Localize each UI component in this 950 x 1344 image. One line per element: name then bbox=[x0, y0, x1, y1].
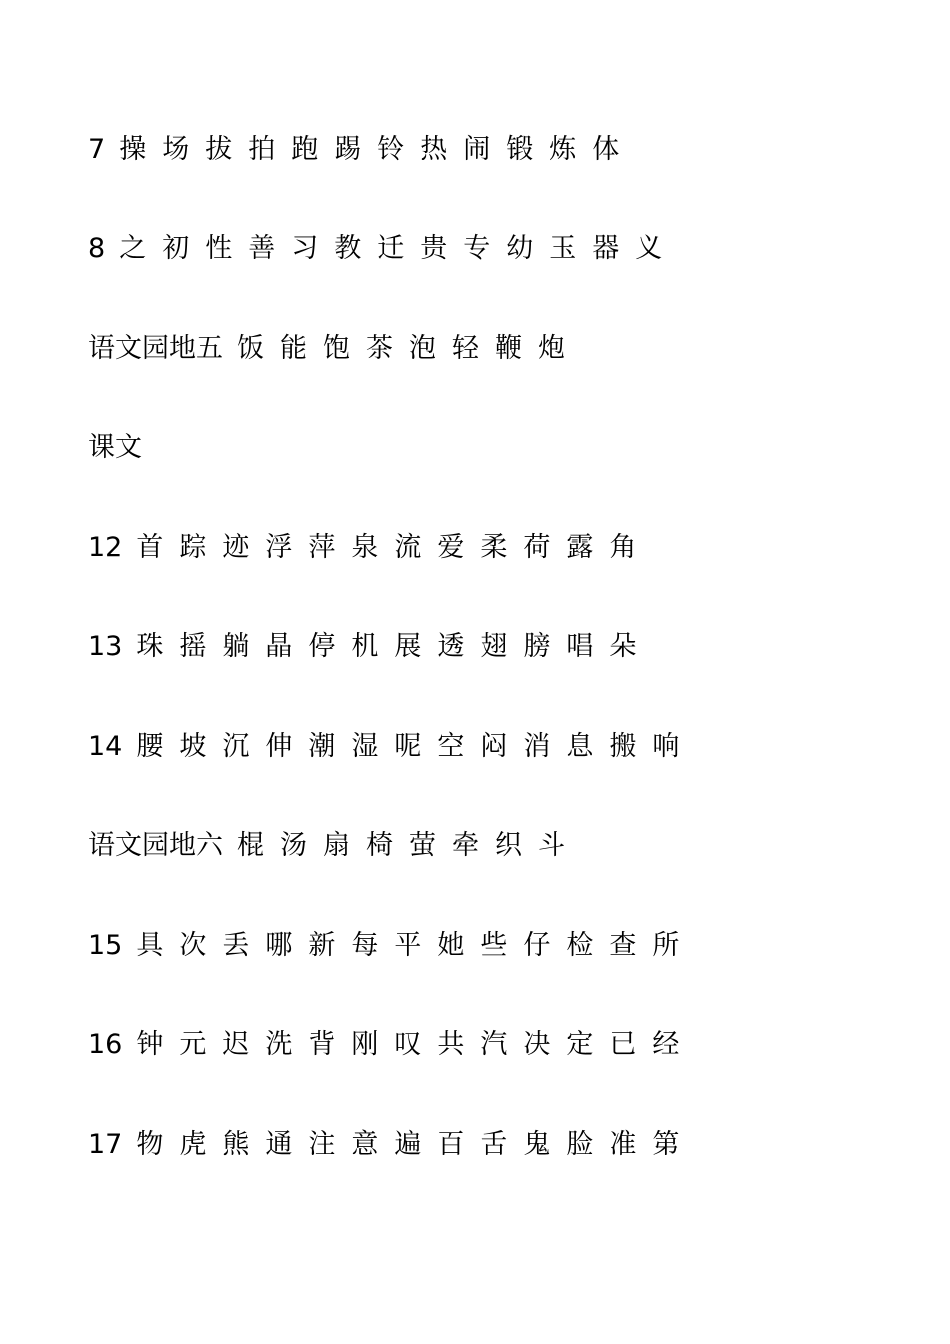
char: 腰 bbox=[136, 731, 164, 762]
char-list bbox=[119, 130, 635, 170]
char: 共 bbox=[437, 1029, 465, 1060]
char: 检 bbox=[566, 930, 594, 961]
char: 珠 bbox=[136, 631, 164, 662]
char: 饭 bbox=[237, 333, 264, 364]
lesson-label: 14 bbox=[88, 731, 123, 762]
char: 晶 bbox=[265, 631, 293, 662]
char: 坡 bbox=[179, 731, 207, 762]
char: 器 bbox=[592, 233, 620, 264]
char: 仔 bbox=[523, 930, 551, 961]
char: 唱 bbox=[566, 631, 594, 662]
char: 棍 bbox=[237, 830, 264, 861]
lesson-line-17 bbox=[88, 1125, 695, 1165]
lesson-line-7 bbox=[88, 130, 635, 170]
char: 躺 bbox=[222, 631, 250, 662]
char: 教 bbox=[334, 233, 362, 264]
char: 汤 bbox=[280, 830, 307, 861]
char: 她 bbox=[437, 930, 465, 961]
char: 首 bbox=[136, 532, 164, 563]
char: 第 bbox=[652, 1129, 680, 1160]
char-list bbox=[136, 926, 695, 966]
char: 炮 bbox=[538, 333, 565, 364]
char: 踢 bbox=[334, 134, 362, 165]
char: 鬼 bbox=[523, 1129, 551, 1160]
char: 茶 bbox=[366, 333, 393, 364]
char: 汽 bbox=[480, 1029, 508, 1060]
char: 展 bbox=[394, 631, 422, 662]
char: 注 bbox=[308, 1129, 336, 1160]
lesson-line-13 bbox=[88, 627, 652, 667]
char: 百 bbox=[437, 1129, 465, 1160]
lesson-label: 语文园地六 bbox=[88, 830, 223, 861]
char: 热 bbox=[420, 134, 448, 165]
char: 息 bbox=[566, 731, 594, 762]
char: 初 bbox=[162, 233, 190, 264]
char: 所 bbox=[652, 930, 680, 961]
char: 洗 bbox=[265, 1029, 293, 1060]
char: 熊 bbox=[222, 1129, 250, 1160]
char: 闹 bbox=[463, 134, 491, 165]
char: 之 bbox=[119, 233, 147, 264]
char: 习 bbox=[291, 233, 319, 264]
char-list bbox=[136, 528, 652, 568]
char: 意 bbox=[351, 1129, 379, 1160]
char: 机 bbox=[351, 631, 379, 662]
char: 决 bbox=[523, 1029, 551, 1060]
char: 膀 bbox=[523, 631, 551, 662]
char: 虎 bbox=[179, 1129, 207, 1160]
lesson-line-14 bbox=[88, 727, 695, 767]
char: 些 bbox=[480, 930, 508, 961]
char: 荷 bbox=[523, 532, 551, 563]
char: 萤 bbox=[409, 830, 436, 861]
char: 摇 bbox=[179, 631, 207, 662]
char: 泉 bbox=[351, 532, 379, 563]
char: 迁 bbox=[377, 233, 405, 264]
char: 玉 bbox=[549, 233, 577, 264]
char: 空 bbox=[437, 731, 465, 762]
char: 次 bbox=[179, 930, 207, 961]
section-heading-text: 课文 bbox=[88, 432, 142, 463]
char: 浮 bbox=[265, 532, 293, 563]
char-list bbox=[237, 826, 581, 866]
char-list bbox=[237, 329, 581, 369]
char: 搬 bbox=[609, 731, 637, 762]
lesson-label: 12 bbox=[88, 532, 123, 563]
char-list bbox=[136, 627, 652, 667]
char: 每 bbox=[351, 930, 379, 961]
lesson-line-garden-6 bbox=[88, 826, 581, 866]
char: 能 bbox=[280, 333, 307, 364]
char: 透 bbox=[437, 631, 465, 662]
char: 体 bbox=[592, 134, 620, 165]
char: 经 bbox=[652, 1029, 680, 1060]
char: 铃 bbox=[377, 134, 405, 165]
lesson-label: 7 bbox=[88, 134, 106, 165]
char: 贵 bbox=[420, 233, 448, 264]
char-list bbox=[136, 1025, 695, 1065]
lesson-line-15 bbox=[88, 926, 695, 966]
lesson-label: 13 bbox=[88, 631, 123, 662]
char-list bbox=[136, 727, 695, 767]
char: 泡 bbox=[409, 333, 436, 364]
char: 性 bbox=[205, 233, 233, 264]
char: 牵 bbox=[452, 830, 479, 861]
char: 角 bbox=[609, 532, 637, 563]
char: 鞭 bbox=[495, 333, 522, 364]
char: 元 bbox=[179, 1029, 207, 1060]
char: 响 bbox=[652, 731, 680, 762]
char: 跑 bbox=[291, 134, 319, 165]
lesson-label: 语文园地五 bbox=[88, 333, 223, 364]
section-heading bbox=[88, 428, 156, 468]
char: 停 bbox=[308, 631, 336, 662]
char: 专 bbox=[463, 233, 491, 264]
char: 织 bbox=[495, 830, 522, 861]
lesson-line-12 bbox=[88, 528, 652, 568]
char: 准 bbox=[609, 1129, 637, 1160]
char: 伸 bbox=[265, 731, 293, 762]
char: 舌 bbox=[480, 1129, 508, 1160]
char: 迟 bbox=[222, 1029, 250, 1060]
lesson-label: 17 bbox=[88, 1129, 123, 1160]
char: 拍 bbox=[248, 134, 276, 165]
char: 饱 bbox=[323, 333, 350, 364]
char: 遍 bbox=[394, 1129, 422, 1160]
char: 爱 bbox=[437, 532, 465, 563]
char: 斗 bbox=[538, 830, 565, 861]
char: 具 bbox=[136, 930, 164, 961]
lesson-label: 15 bbox=[88, 930, 123, 961]
char-list bbox=[136, 1125, 695, 1165]
char: 呢 bbox=[394, 731, 422, 762]
char: 操 bbox=[119, 134, 147, 165]
lesson-label: 16 bbox=[88, 1029, 123, 1060]
lesson-line-16 bbox=[88, 1025, 695, 1065]
char: 流 bbox=[394, 532, 422, 563]
char: 拔 bbox=[205, 134, 233, 165]
char: 善 bbox=[248, 233, 276, 264]
char: 翅 bbox=[480, 631, 508, 662]
char: 椅 bbox=[366, 830, 393, 861]
char: 哪 bbox=[265, 930, 293, 961]
char: 炼 bbox=[549, 134, 577, 165]
char: 湿 bbox=[351, 731, 379, 762]
char: 义 bbox=[635, 233, 663, 264]
char: 查 bbox=[609, 930, 637, 961]
char: 钟 bbox=[136, 1029, 164, 1060]
char: 扇 bbox=[323, 830, 350, 861]
char: 平 bbox=[394, 930, 422, 961]
char: 沉 bbox=[222, 731, 250, 762]
char: 已 bbox=[609, 1029, 637, 1060]
char: 通 bbox=[265, 1129, 293, 1160]
char: 萍 bbox=[308, 532, 336, 563]
char: 露 bbox=[566, 532, 594, 563]
char: 刚 bbox=[351, 1029, 379, 1060]
char: 新 bbox=[308, 930, 336, 961]
char: 朵 bbox=[609, 631, 637, 662]
char: 场 bbox=[162, 134, 190, 165]
char: 丢 bbox=[222, 930, 250, 961]
lesson-line-8 bbox=[88, 229, 678, 269]
char: 锻 bbox=[506, 134, 534, 165]
char: 幼 bbox=[506, 233, 534, 264]
char: 迹 bbox=[222, 532, 250, 563]
lesson-line-garden-5 bbox=[88, 329, 581, 369]
lesson-label: 8 bbox=[88, 233, 106, 264]
char: 柔 bbox=[480, 532, 508, 563]
char: 潮 bbox=[308, 731, 336, 762]
char: 闷 bbox=[480, 731, 508, 762]
char-list bbox=[119, 229, 678, 269]
char: 叹 bbox=[394, 1029, 422, 1060]
char: 物 bbox=[136, 1129, 164, 1160]
char: 背 bbox=[308, 1029, 336, 1060]
char: 踪 bbox=[179, 532, 207, 563]
char: 轻 bbox=[452, 333, 479, 364]
char: 脸 bbox=[566, 1129, 594, 1160]
char: 消 bbox=[523, 731, 551, 762]
char: 定 bbox=[566, 1029, 594, 1060]
